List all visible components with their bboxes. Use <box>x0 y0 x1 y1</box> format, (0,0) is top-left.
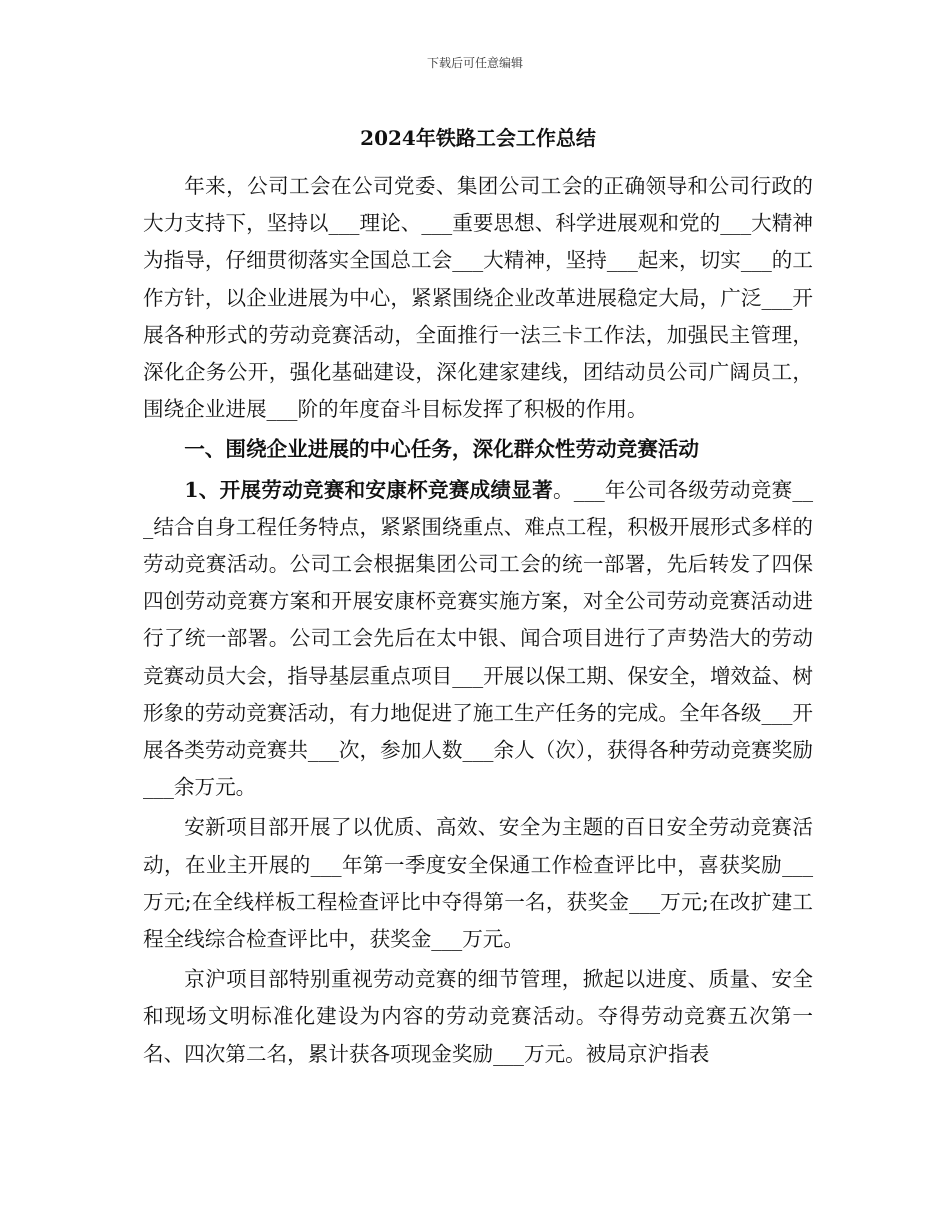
section-heading-1: 一、围绕企业进展的中心任务，深化群众性劳动竞赛活动 <box>184 437 700 462</box>
page-header-note: 下载后可任意编辑 <box>426 56 523 70</box>
subsection-heading-1: 1、开展劳动竞赛和安康杯竞赛成绩显著 <box>184 477 553 502</box>
anxin-paragraph: 安新项目部开展了以优质、高效、安全为主题的百日安全劳动竞赛活动，在业主开展的___年第一季度安全保通工作检查评比中，喜获奖励___万元;在全线样板工程检查评比中夺得第一名，获奖金___万元;在改扩建工程全线综合检查评比中，获奖金___万元。 <box>143 815 813 952</box>
subsection-text-1: 。___年公司各级劳动竞赛___结合自身工程任务特点，紧紧围绕重点、难点工程，积极开展形式多样的劳动竞赛活动。公司工会根据集团公司工会的统一部署，先后转发了四保四创劳动竞赛方案和开展安康杯竞赛实施方案，对全公司劳动竞赛活动进行了统一部署。公司工会先后在太中银、闻合项目进行了声势浩大的劳动竞赛动员大会，指导基层重点项目___开展以保工期、保安全，增效益、树形象的劳动竞赛活动，有力地促进了施工生产任务的完成。全年各级___开展各类劳动竞赛共___次，参加人数___余人（次），获得各种劳动竞赛奖励___余万元。 <box>143 477 814 800</box>
document-title: 2024年铁路工会工作总结 <box>360 126 596 150</box>
subsection-paragraph-1 <box>143 472 813 807</box>
intro-paragraph: 年来，公司工会在公司党委、集团公司工会的正确领导和公司行政的大力支持下，坚持以___理论、___重要思想、科学进展观和党的___大精神为指导，仔细贯彻落实全国总工会___大精神，坚持___起来，切实___的工作方针，以企业进展为中心，紧紧围绕企业改革进展稳定大局，广泛___开展各种形式的劳动竞赛活动，全面推行一法三卡工作法，加强民主管理，深化企务公开，强化基础建设，深化建家建线，团结动员公司广阔员工，围绕企业进展___阶的年度奋斗目标发挥了积极的作用。 <box>143 174 813 422</box>
jinghu-paragraph: 京沪项目部特别重视劳动竞赛的细节管理，掀起以进度、质量、安全和现场文明标准化建设为内容的劳动竞赛活动。夺得劳动竞赛五次第一名、四次第二名，累计获各项现金奖励___万元。被局京沪指表 <box>143 967 813 1066</box>
document-body <box>143 120 813 1076</box>
